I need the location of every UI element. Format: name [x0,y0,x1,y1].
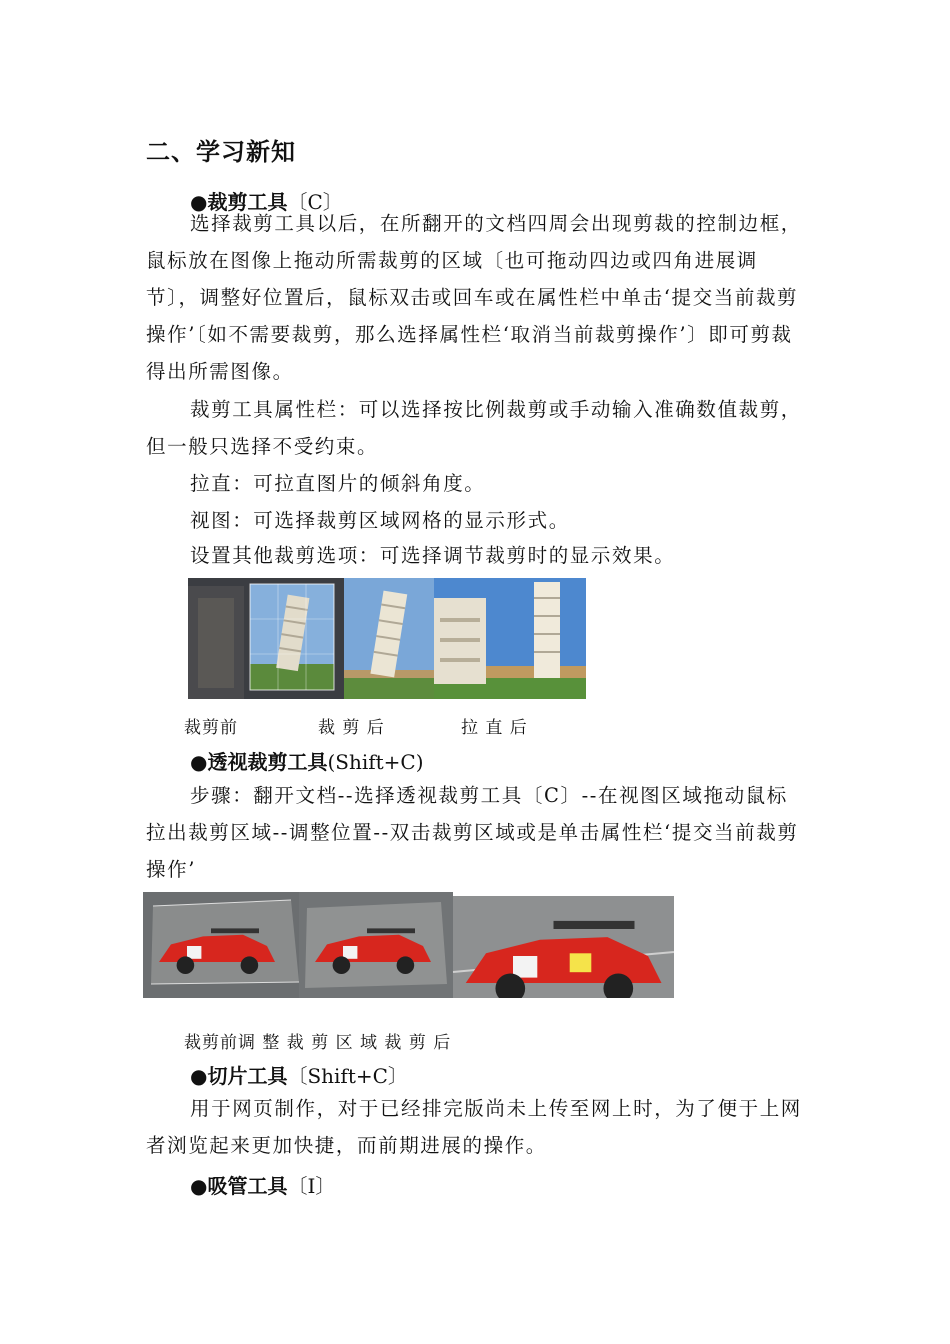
crop-toolbar-description: 裁剪工具属性栏：可以选择按比例裁剪或手动输入准确数值裁剪，但一般只选择不受约束。 [146,398,802,458]
perspective-tool-steps: 步骤：翻开文档--选择透视裁剪工具〔C〕--在视图区域拖动鼠标拉出裁剪区域--调整位置--双击裁剪区域或是单击属性栏‘提交当前裁剪操作’ [146,784,799,881]
view-description: 视图：可选择裁剪区域网格的显示形式。 [190,509,570,532]
straighten-description: 拉直：可拉直图片的倾斜角度。 [190,472,486,495]
perspective-tool-shortcut: (Shift+C) [327,750,424,774]
slice-tool-description: 用于网页制作，对于已经排完版尚未上传至网上时，为了便于上网者浏览起来更加快捷，而前期进展的操作。 [146,1097,802,1157]
perspective-example-illustration [143,892,674,998]
section-title: 二、学习新知 [146,138,296,166]
perspective-tool-name: 透视裁剪工具 [207,750,328,774]
eyedropper-tool-heading [190,1170,335,1199]
perspective-caption: 裁剪前调 整 裁 剪 区 域 裁 剪 后 [184,1033,452,1053]
bullet: ● [190,1064,208,1088]
slice-tool-shortcut: 〔Shift+C〕 [287,1064,408,1088]
caption-after-crop: 裁 剪 后 [318,718,385,738]
slice-tool-name: 切片工具 [207,1064,288,1088]
bullet: ● [190,190,208,214]
slice-tool-heading [190,1060,408,1089]
perspective-tool-heading [190,746,424,775]
crop-options-description: 设置其他裁剪选项：可选择调节裁剪时的显示效果。 [190,544,676,567]
eyedropper-tool-name: 吸管工具 [207,1174,288,1198]
bullet: ● [190,750,208,774]
caption-after-straighten: 拉 直 后 [461,718,528,738]
crop-example-images [188,578,586,699]
crop-tool-name: 裁剪工具 [207,190,288,214]
perspective-example-images [143,892,674,998]
crop-tool-description: 选择裁剪工具以后，在所翻开的文档四周会出现剪裁的控制边框，鼠标放在图像上拖动所需裁剪的区域〔也可拖动四边或四角进展调节〕，调整好位置后，鼠标双击或回车或在属性栏中单击‘提交当前裁剪操作’〔如不需要裁剪，那么选择属性栏‘取消当前裁剪操作’〕即可剪裁得出所需图像。 [146,212,802,383]
caption-before-crop: 裁剪前 [184,718,238,738]
crop-tool-shortcut: 〔C〕 [287,190,343,214]
eyedropper-tool-shortcut: 〔I〕 [287,1174,336,1198]
bullet: ● [190,1174,208,1198]
crop-example-illustration [188,578,586,699]
